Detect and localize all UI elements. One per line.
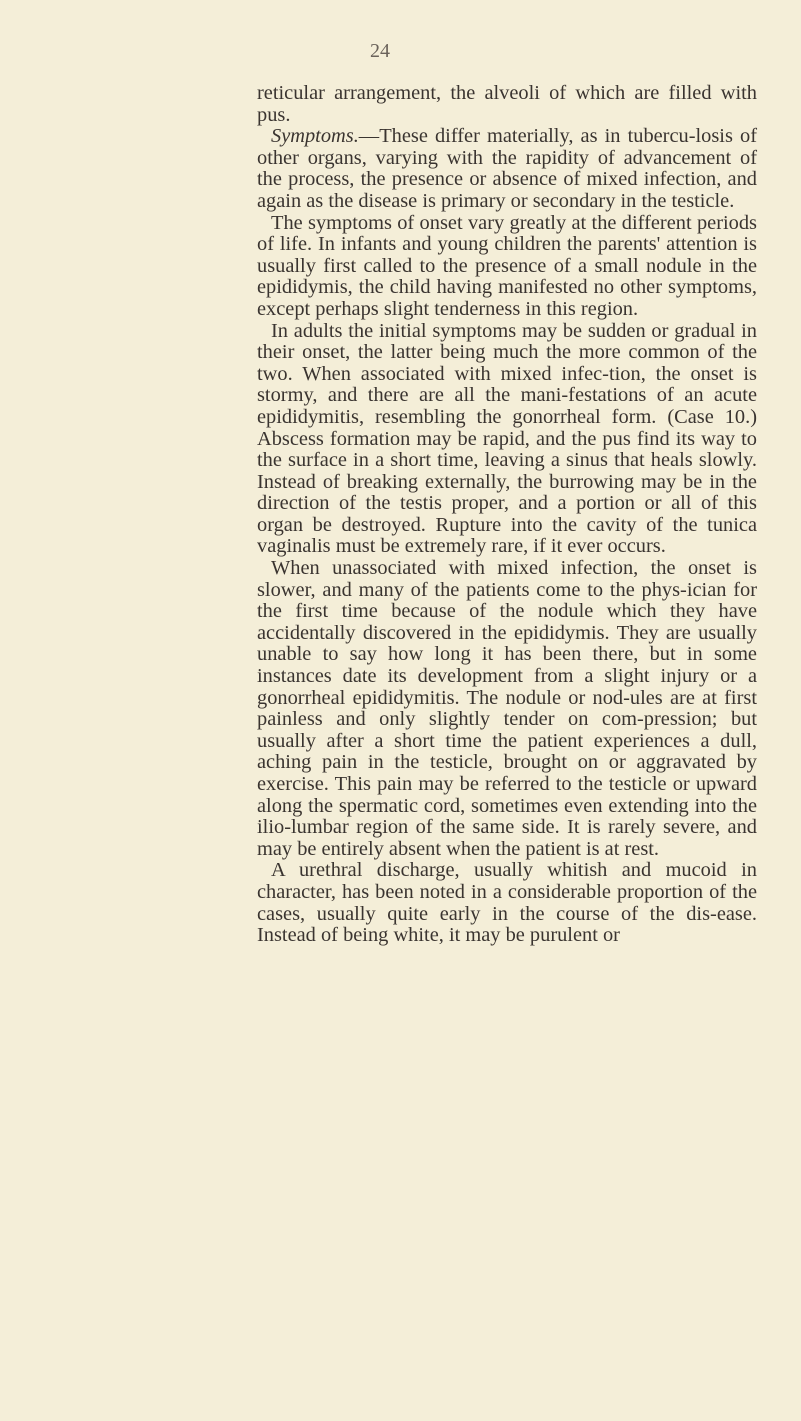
paragraph-6-text: A urethral discharge, usually whitish and mucoid in character, has been noted in a considerable proportion of the cases, usually quite early in the course of the dis-ease. Instead of being white, it may be purulent or <box>257 859 757 947</box>
paragraph-3 <box>257 213 757 321</box>
paragraph-2-text: —These differ materially, as in tubercu-losis of other organs, varying with the rapidity of advancement of the process, the presence or absence of mixed infection, and again as the disease is primary or secondary in the testicle. <box>257 125 757 212</box>
paragraph-3-text: The symptoms of onset vary greatly at the different periods of life. In infants and young children the parents' attention is usually first called to the presence of a small nodule in the epididymis, the child having manifested no other symptoms, except perhaps slight tenderness in this region. <box>257 211 757 320</box>
paragraph-5-text: When unassociated with mixed infection, the onset is slower, and many of the patients come to the phys-ician for the first time because of the nodule which they have accidentally discovered in the epididymis. They are usually unable to say how long it has been there, but in some instances date its development from a slight injury or a gonorrheal epididymitis. The nodule or nod-ules are at first painless and only slightly tender on com-pression; but usually after a short time the patient experiences a dull, aching pain in the testicle, brought on or aggravated by exercise. This pain may be referred to the testicle or upward along the spermatic cord, sometimes even extending into the ilio-lumbar region of the same side. It is rarely severe, and may be entirely absent when the patient is at rest. <box>257 557 757 860</box>
paragraph-5 <box>257 558 757 860</box>
paragraph-4 <box>257 321 757 559</box>
paragraph-4-text: In adults the initial symptoms may be sudden or gradual in their onset, the latter being much the more common of the two. When associated with mixed infec-tion, the onset is stormy, and there are all the mani-festations of an acute epididymitis, resembling the gonorrheal form. (Case 10.) Abscess formation may be rapid, and the pus find its way to the surface in a short time, leaving a sinus that heals slowly. Instead of breaking externally, the burrowing may be in the direction of the testis proper, and a portion or all of this organ be destroyed. Rupture into the cavity of the tunica vaginalis must be extremely rare, if it ever occurs. <box>257 319 757 558</box>
paragraph-6 <box>257 860 757 946</box>
paragraph-2 <box>257 126 757 212</box>
paragraph-1 <box>257 83 757 126</box>
body-text <box>257 83 757 947</box>
paragraph-1-text: reticular arrangement, the alveoli of which are filled with pus. <box>257 82 757 126</box>
section-heading-symptoms: Symptoms. <box>271 125 359 148</box>
page-number: 24 <box>370 40 390 62</box>
